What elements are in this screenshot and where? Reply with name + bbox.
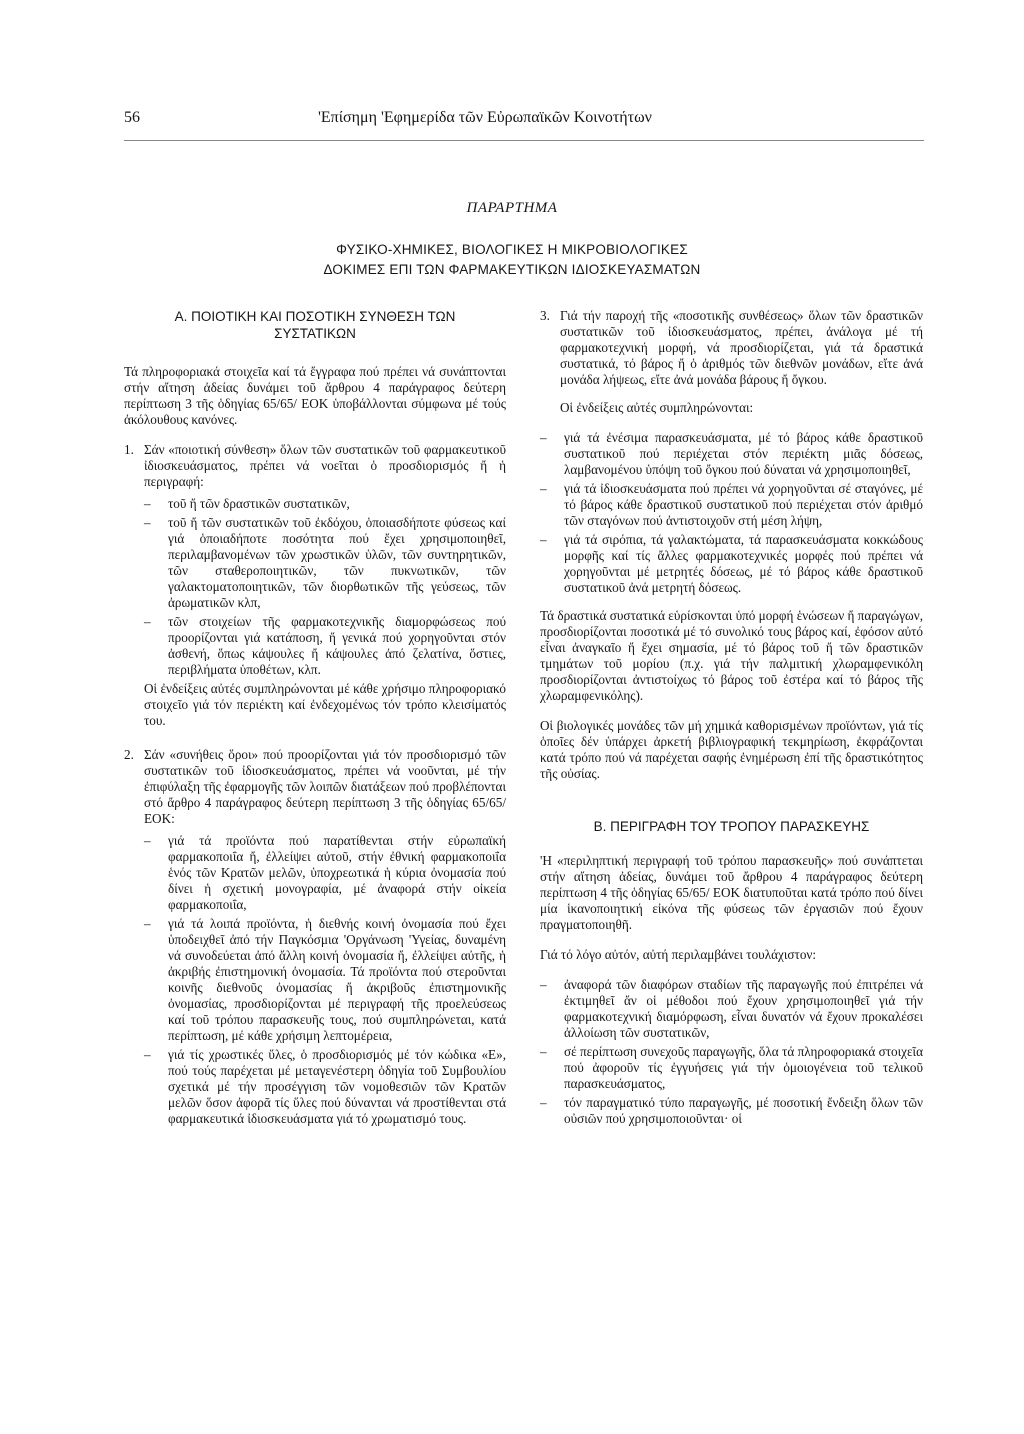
dash-marker: –: [540, 532, 547, 547]
section-a-heading: [124, 308, 506, 342]
active-ingredients-paragraph: Τά δραστικά συστατικά εὑρίσκονται ὑπό μορφή ἑνώσεων ἤ παραγώγων, προσδιορίζονται ποσοτικά μέ τό συνολικό τους βάρος καί, ἐφόσον αὐτό εἶναι ἀναγκαῖο ἤ ἔχει σημασία, μέ τό βάρος τοῦ ἤ τῶν δραστικῶν τμημάτων τοῦ μορίου (π.χ. γιά τήν παλμιτική χλωραμφενικόλη προσδιορίζονται ἀντιστοίχως τό βάρος τοῦ ἐστέρα καί τό βάρος τῆς χλωραμφενικόλης).: [540, 608, 923, 703]
paragraph-number: 2.: [124, 747, 134, 762]
right-column: [540, 308, 923, 1130]
list-item: [540, 977, 923, 1041]
list-item: [540, 481, 923, 529]
paragraph-number: 1.: [124, 442, 134, 457]
paragraph-2: [124, 747, 506, 827]
list-item-text: τῶν στοιχείων τῆς φαρμακοτεχνικῆς διαμορφώσεως πού προορίζονται γιά κατάποση, ἤ γενικά πού χορηγοῦνται στόν ἀσθενή, ὅπως κάψουλες ἤ κάψουλες ἀπό ζελατίνα, ὅστιες, περιβλήματα ὑποθέτων, κλπ.: [168, 614, 506, 677]
biological-units-paragraph: Οἱ βιολογικές μονάδες τῶν μή χημικά καθορισμένων προϊόντων, γιά τίς ὁποῖες δέν ὑπάρχει ἀρκετή βιβλιογραφική τεκμηρίωση, ἐκφράζονται κατά τρόπο πού νά παρέχεται σαφής ἐνημέρωση ἐπί τῆς δραστικότητος τῆς οὐσίας.: [540, 718, 923, 781]
header-rule: [124, 140, 924, 141]
list-item: [144, 916, 506, 1044]
paragraph-3-intro: Οἱ ἐνδείξεις αὐτές συμπληρώνονται:: [560, 400, 754, 415]
section-b-lead: Γιά τό λόγο αὐτόν, αὐτή περιλαμβάνει τουλάχιστον:: [540, 947, 817, 962]
list-item-text: γιά τά ἰδιοσκευάσματα πού πρέπει νά χορηγοῦνται σέ σταγόνες, μέ τό βάρος κάθε δραστικοῦ συστατικοῦ πού περιέχεται στόν ἀριθμό τῶν σταγόνων πού ἀντιστοιχοῦν στή μέση λήψη,: [564, 481, 923, 528]
paragraph-text: Σάν «ποιοτική σύνθεση» ὅλων τῶν συστατικῶν τοῦ φαρμακευτικοῦ ἰδιοσκευάσματος, πρέπει νά νοεῖται ὁ προσδιορισμός ἤ ἡ περιγραφή:: [144, 442, 506, 489]
section-a-line1: Α. ΠΟΙΟΤΙΚΗ ΚΑΙ ΠΟΣΟΤΙΚΗ ΣΥΝΘΕΣΗ ΤΩΝ: [174, 309, 456, 324]
paragraph-1: [124, 442, 506, 490]
dash-marker: –: [144, 916, 151, 931]
list-item-text: ἀναφορά τῶν διαφόρων σταδίων τῆς παραγωγῆς πού ἐπιτρέπει νά ἐκτιμηθεῖ ἄν οἱ μέθοδοι πού ἔχουν χρησιμοποιηθεῖ γιά τήν φαρμακοτεχνική διαμόρφωση, εἶναι δυνατόν νά ἔχουν προκαλέσει ἀλλοίωση τῶν συστατικῶν,: [564, 977, 923, 1040]
paragraph-1-note: Οἱ ἐνδείξεις αὐτές συμπληρώνονται μέ κάθε χρήσιμο πληροφοριακό στοιχεῖο γιά τόν περιέκτη καί ἐνδεχομένως τόν τρόπο κλεισίματός του.: [144, 681, 506, 728]
dash-marker: –: [144, 833, 151, 848]
list-item: [144, 1047, 506, 1127]
paragraph-3: [540, 308, 923, 388]
dash-marker: –: [540, 430, 547, 445]
list-item-text: γιά τά ἐνέσιμα παρασκευάσματα, μέ τό βάρος κάθε δραστικοῦ συστατικοῦ πού περιέχεται στόν περιέκτη μιᾶς δόσεως, λαμβανομένου ὑπόψη τοῦ ὄγκου πού δύναται νά χρησιμοποιηθεῖ,: [564, 430, 923, 477]
dash-marker: –: [144, 515, 151, 530]
list-item-text: τόν παραγματικό τύπο παραγωγῆς, μέ ποσοτική ἔνδειξη ὅλων τῶν οὐσιῶν πού χρησιμοποιοῦνται· οἱ: [564, 1095, 923, 1126]
section-b-intro: 'Η «περιληπτική περιγραφή τοῦ τρόπου παρασκευῆς» πού συνάπτεται στήν αἴτηση ἀδείας, δυνάμει τοῦ ἄρθρου 4 παράγραφος δεύτερη περίπτωση 4 τῆς ὁδηγίας 65/65/ ΕΟΚ διατυποῦται κατά τρόπο πού δίνει μία ἱκανοποιητική εἰκόνα τῆς φύσεως τῶν ἐργασιῶν πού ἔχουν πραγματοποιηθῆ.: [540, 853, 923, 932]
section-b-list: [540, 977, 923, 1127]
page-number: 56: [124, 109, 140, 126]
dash-marker: –: [144, 614, 151, 629]
list-item-text: γιά τίς χρωστικές ὕλες, ὁ προσδιορισμός μέ τόν κώδικα «Ε», πού τούς παρέχεται μέ μεταγενέστερη ὁδηγία τοῦ Συμβουλίου σχετικά μέ τήν προσέγγιση τῶν νομοθεσιῶν τῶν Κρατῶν μελῶν ὅσον ἀφορᾶ τίς ὕλες πού δύνανται νά προστίθενται στά φαρμακευτικά ἰδιοσκευάσματα γιά τό χρωματισμό τους.: [168, 1047, 506, 1126]
left-column: [124, 308, 506, 1130]
main-title-line2: ΔΟΚΙΜΕΣ ΕΠΙ ΤΩΝ ΦΑΡΜΑΚΕΥΤΙΚΩΝ ΙΔΙΟΣΚΕΥΑΣΜΑΤΩΝ: [323, 262, 701, 277]
list-item: [144, 833, 506, 913]
list-item: [540, 532, 923, 596]
list-item: [144, 515, 506, 611]
list-item-text: σέ περίπτωση συνεχοῦς παραγωγῆς, ὅλα τά πληροφοριακά στοιχεῖα πού ἀφοροῦν τίς ἐγγυήσεις γιά τήν ὁμοιογένεια τοῦ τελικοῦ παρασκευάσματος,: [564, 1044, 923, 1091]
list-item: [540, 1095, 923, 1127]
annex-title: ΠΑΡΑΡΤΗΜΑ: [466, 200, 558, 216]
paragraph-2-list: [144, 833, 506, 1127]
paragraph-number: 3.: [540, 308, 550, 323]
dash-marker: –: [540, 1095, 547, 1110]
dash-marker: –: [144, 496, 151, 511]
list-item-text: γιά τά λοιπά προϊόντα, ἡ διεθνής κοινή ὀνομασία πού ἔχει ὑποδειχθεῖ ἀπό τήν Παγκόσμια 'Οργάνωση 'Υγείας, δυναμένη νά συνοδεύεται ἀπό ἄλλη κοινή ὀνομασία ἤ, ἐλλείψει αὐτῆς, ἡ ἀκριβής ἐπιστημονική ὀνομασία. Τά προϊόντα πού στεροῦνται κοινῆς διεθνοῦς ὀνομασίας ἤ ἀκριβοῦς ἐπιστημονικῆς ὀνομασίας, προσδιορίζονται μέ περιγραφή τῆς προελεύσεως καί τοῦ τρόπου παρασκευῆς τους, πού συμπληρώνεται, κατά περίπτωση, μέ κάθε χρήσιμη λεπτομέρεια,: [168, 916, 506, 1043]
intro-paragraph: Τά πληροφοριακά στοιχεῖα καί τά ἔγγραφα πού πρέπει νά συνάπτονται στήν αἴτηση ἀδείας δυνάμει τοῦ ἄρθρου 4 παράγραφος δεύτερη περίπτωση 3 τῆς ὁδηγίας 65/65/ ΕΟΚ ὑποβάλλονται σύμφωνα μέ τούς ἀκόλουθους κανόνες.: [124, 364, 506, 427]
section-a-line2: ΣΥΣΤΑΤΙΚΩΝ: [274, 326, 356, 341]
list-item-text: γιά τά προϊόντα πού παρατίθενται στήν εὐρωπαϊκή φαρμακοποιΐα ἤ, ἐλλείψει αὐτοῦ, στήν ἐθνική φαρμακοποιΐα ἑνός τῶν Κρατῶν μελῶν, ὑποχρεωτικά ἡ κύρια ὀνομασία πού δίνει ἡ σχετική μονογραφία, μέ ἀναφορά στήν οἰκεία φαρμακοποιΐα,: [168, 833, 506, 912]
list-item: [144, 614, 506, 678]
paragraph-3-body: [560, 400, 923, 416]
list-item: [144, 496, 506, 512]
list-item-text: τοῦ ἤ τῶν συστατικῶν τοῦ ἐκδόχου, ὁποιασδήποτε φύσεως καί γιά ὁποιαδήποτε ποσότητα πού ἔχει χρησιμοποιηθεῖ, περιλαμβανομένων τῶν χρωστικῶν ὑλῶν, τῶν συντηρητικῶν, τῶν σταθεροποιητικῶν, τῶν πυκνωτικῶν, τῶν γαλακτοματοποιητικῶν, τῶν διορθωτικῶν τῆς γεύσεως, τῶν ἀρωματικῶν κλπ,: [168, 515, 506, 610]
dash-marker: –: [540, 1044, 547, 1059]
list-item-text: τοῦ ἤ τῶν δραστικῶν συστατικῶν,: [168, 496, 350, 511]
dash-marker: –: [144, 1047, 151, 1062]
list-item: [540, 1044, 923, 1092]
list-item-text: γιά τά σιρόπια, τά γαλακτώματα, τά παρασκευάσματα κοκκώδους μορφῆς καί τίς ἄλλες φαρμακοτεχνικές μορφές πού πρέπει νά χορηγοῦνται μέ μετρητές δόσεως, μέ τό βάρος κάθε δραστικοῦ συστατικοῦ ἀνά μετρητή δόσεως.: [564, 532, 923, 595]
paragraph-text: Σάν «συνήθεις ὅροι» πού προορίζονται γιά τόν προσδιορισμό τῶν συστατικῶν τοῦ ἰδιοσκευάσματος, πρέπει νά νοοῦνται, μέ τήν ἐπιφύλαξη τῆς ἐφαρμογῆς τῶν λοιπῶν διατάξεων πού προβλέπονται στό ἄρθρο 4 παράγραφος δεύτερη περίπτωση 3 τῆς ὁδηγίας 65/65/ ΕΟΚ:: [144, 747, 506, 826]
main-title: [0, 240, 1024, 280]
paragraph-1-list: [144, 496, 506, 729]
dash-marker: –: [540, 977, 547, 992]
section-b-heading: Β. ΠΕΡΙΓΡΑΦΗ ΤΟΥ ΤΡΟΠΟΥ ΠΑΡΑΣΚΕΥΗΣ: [593, 819, 870, 834]
paragraph-text: Γιά τήν παροχή τῆς «ποσοτικῆς συνθέσεως» ὅλων τῶν δραστικῶν συστατικῶν τοῦ ἰδιοσκευάσματος, πρέπει, ἀνάλογα μέ τή φαρμακοτεχνική μορφή, νά προσδιορίζεται, γιά τά δραστικά συστατικά, τό βάρος ἤ ὁ ἀριθμός τῶν διεθνῶν μονάδων, εἴτε ἀνά μονάδα λήψεως, εἴτε ἀνά μονάδα βάρους ἤ ὄγκου.: [560, 308, 923, 387]
paragraph-3-list: [540, 430, 923, 596]
dash-marker: –: [540, 481, 547, 496]
list-item: [540, 430, 923, 478]
main-title-line1: ΦΥΣΙΚΟ-ΧΗΜΙΚΕΣ, ΒΙΟΛΟΓΙΚΕΣ Η ΜΙΚΡΟΒΙΟΛΟΓΙΚΕΣ: [336, 242, 688, 257]
journal-title: 'Επίσημη 'Εφημερίδα τῶν Εὐρωπαϊκῶν Κοινοτήτων: [318, 109, 652, 126]
